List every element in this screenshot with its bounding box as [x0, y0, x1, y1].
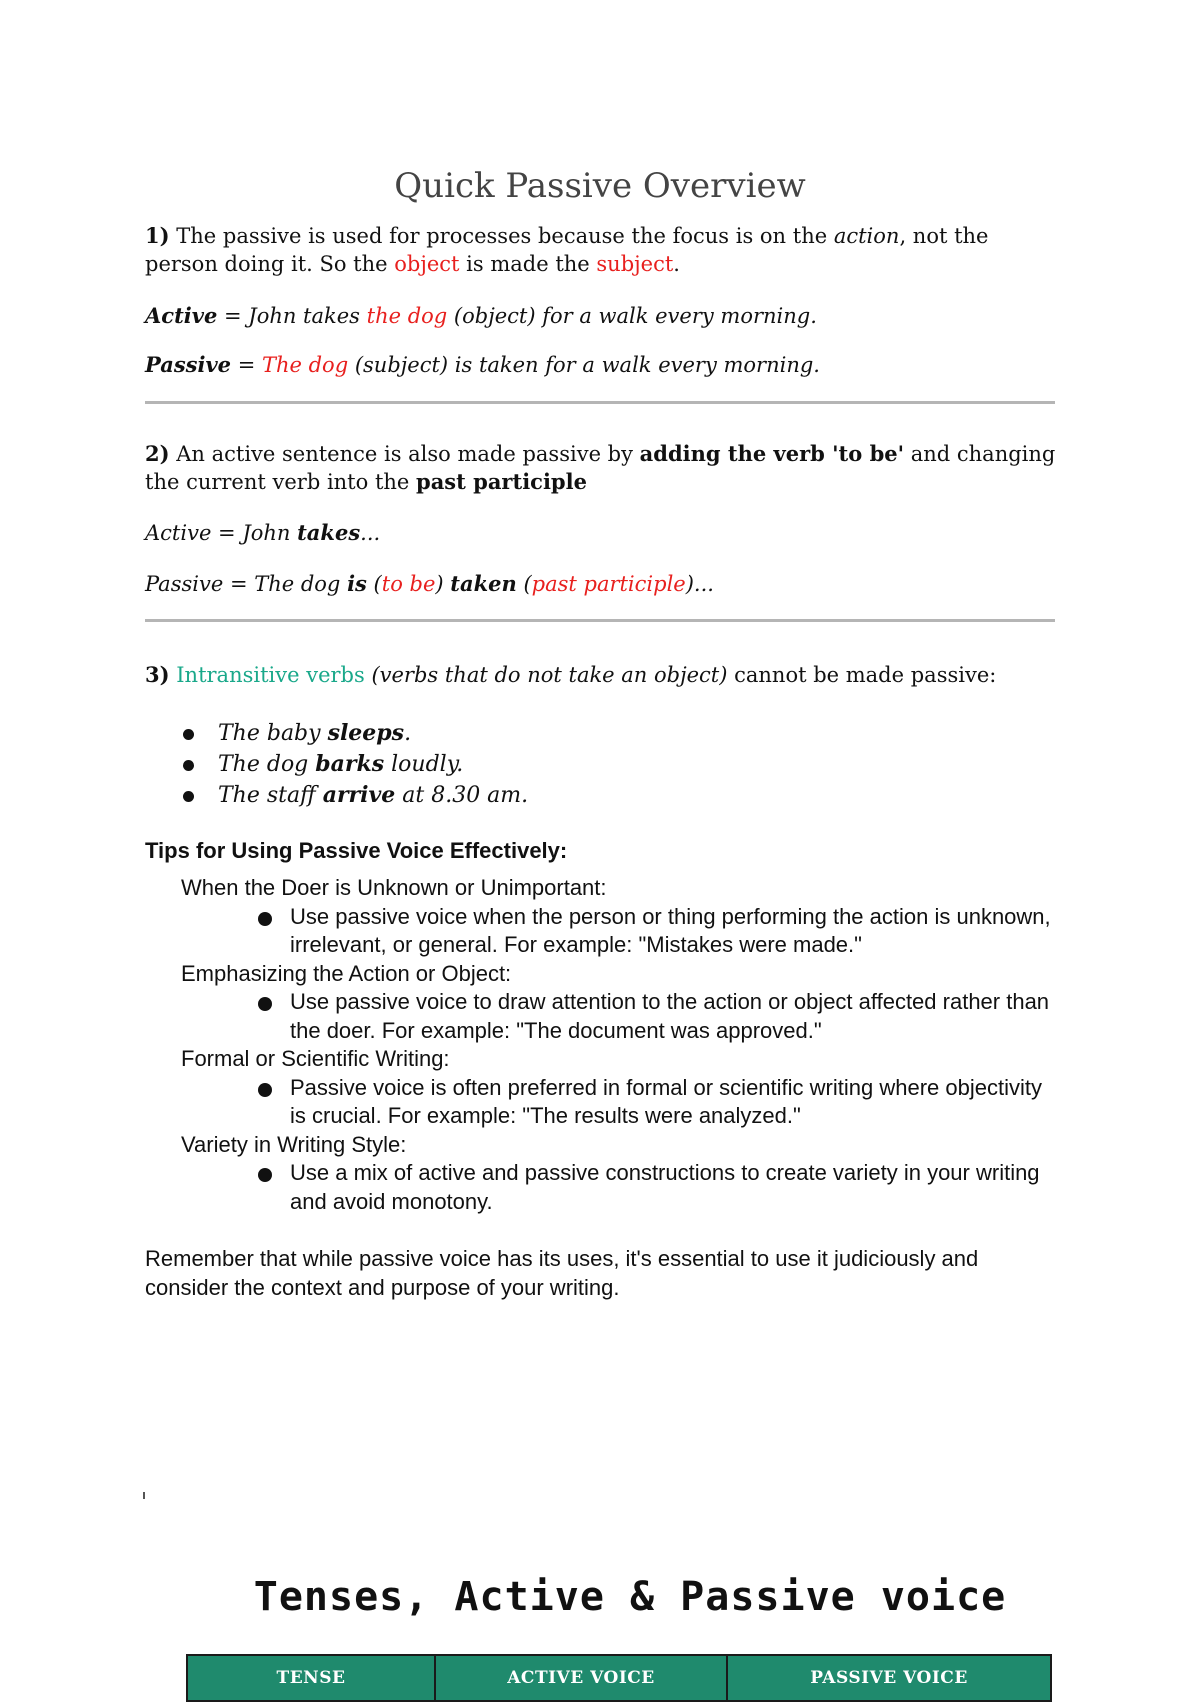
subject-word: subject [596, 252, 674, 276]
tips-list [181, 874, 1061, 1216]
section-3-number: 3) [145, 662, 170, 687]
tip-heading: Variety in Writing Style: [181, 1131, 407, 1157]
page-break-mark [143, 1492, 145, 1499]
section-2-active-example: Active = John takes... [145, 520, 381, 545]
object-word: object [394, 252, 460, 276]
closing-remark: Remember that while passive voice has its uses, it's essential to use it judiciously and consider the context and purpose of your writing. [145, 1246, 979, 1300]
tense-column-header: TENSE [187, 1655, 435, 1701]
tip-description: Use passive voice to draw attention to the action or object affected rather than the doer. For example: "The document was approved." [181, 988, 1061, 1045]
table-header-row [187, 1655, 1051, 1701]
passive-voice-column-header: PASSIVE VOICE [727, 1655, 1051, 1701]
tip-heading: When the Doer is Unknown or Unimportant: [181, 875, 607, 900]
section-1-active-example: Active = John takes the dog (object) for a walk every morning. [145, 303, 817, 328]
intransitive-examples-list [180, 718, 528, 811]
page-title: Quick Passive Overview [394, 166, 806, 206]
section-1-passive-example: Passive = The dog (subject) is taken for a walk every morning. [145, 352, 820, 377]
tip-heading: Emphasizing the Action or Object: [181, 960, 512, 986]
active-voice-column-header: ACTIVE VOICE [435, 1655, 727, 1701]
list-item: The dog barks loudly. [180, 749, 528, 780]
action-word: action [833, 224, 900, 248]
section-divider-1 [145, 401, 1055, 404]
section-1-text: 1) The passive is used for processes because the focus is on the action, not the person doing it. So the object is made the subject. [145, 223, 989, 276]
section-3-text: 3) Intransitive verbs (verbs that do not take an object) cannot be made passive: [145, 662, 997, 687]
tip-description: Use passive voice when the person or thing performing the action is unknown, irrelevant, or general. For example: "Mistakes were made." [181, 903, 1061, 960]
tips-heading: Tips for Using Passive Voice Effectively: [145, 838, 568, 863]
list-item: The baby sleeps. [180, 718, 528, 749]
section-2-passive-example: Passive = The dog is (to be) taken (past participle)... [145, 571, 714, 596]
tenses-table [186, 1654, 1052, 1702]
tip-heading: Formal or Scientific Writing: [181, 1046, 450, 1071]
tip-description: Passive voice is often preferred in formal or scientific writing where objectivity is crucial. For example: "The results were analyzed." [181, 1074, 1061, 1131]
section-divider-2 [145, 619, 1055, 622]
section-2-number: 2) [145, 441, 170, 466]
tenses-section-title: Tenses, Active & Passive voice [253, 1574, 1007, 1620]
intransitive-verbs-term: Intransitive verbs [176, 663, 365, 687]
section-2-text: 2) An active sentence is also made passive by adding the verb 'to be' and changing the current verb into the past participle [145, 441, 1056, 494]
list-item: The staff arrive at 8.30 am. [180, 780, 528, 811]
section-1-number: 1) [145, 223, 170, 248]
tip-description: Use a mix of active and passive constructions to create variety in your writing and avoid monotony. [181, 1159, 1061, 1216]
